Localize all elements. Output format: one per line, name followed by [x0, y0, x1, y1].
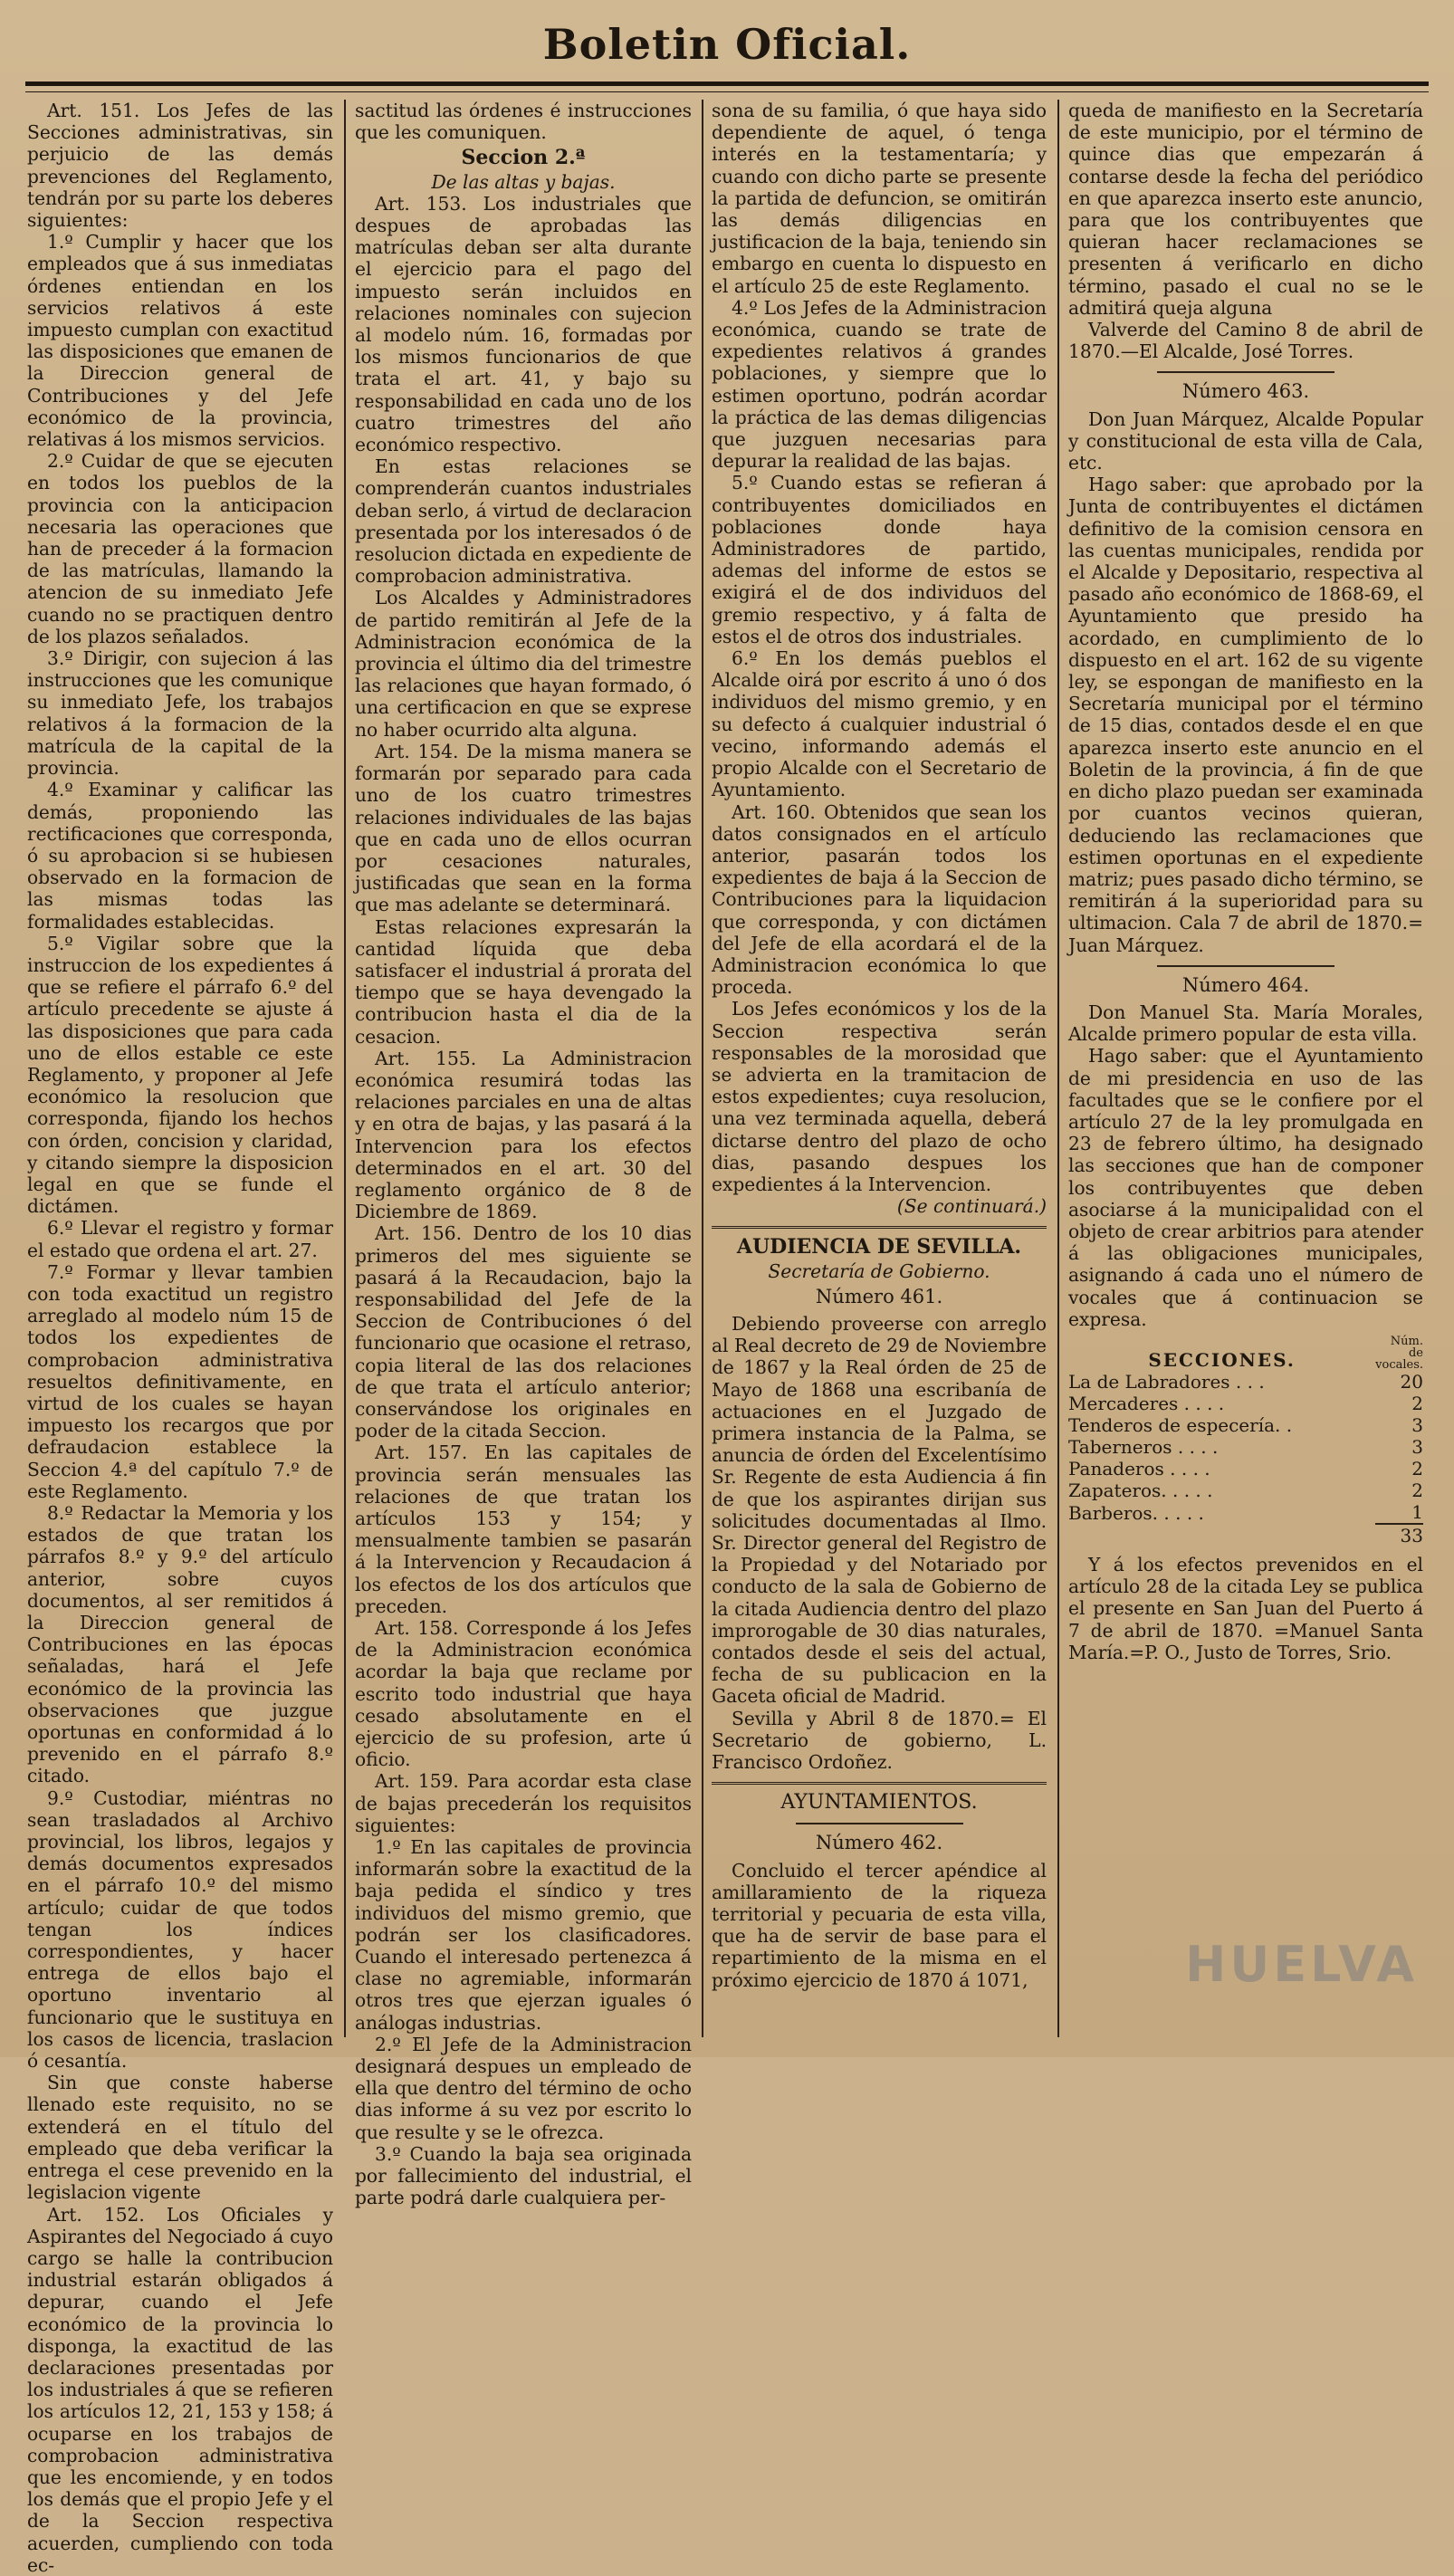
notice-number: Número 462.: [815, 1832, 943, 1854]
secciones-table: [1068, 1336, 1423, 1547]
table-cell-value: 3: [1411, 1413, 1423, 1436]
paragraph: 5.º Cuando estas se refieran á contribuyentes domiciliados en poblaciones donde haya Administradores de partido, ademas del informe de estos se exigirá el de dos individuos del gremio respectivo, y á falta de estos el de otros dos industriales.: [712, 472, 1047, 647]
paragraph: Art. 155. La Administracion económica resumirá todas las relaciones parciales en una de altas y en otra de bajas, y las pasará á la Intervencion para los efectos determinados en el art. 30 del reglamento orgánico de 8 de Diciembre de 1869.: [355, 1047, 692, 1223]
paragraph: 8.º Redactar la Memoria y los estados de que tratan los párrafos 8.º y 9.º del artículo anterior, sobre cuyos documentos, al ser remitidos á la Direccion general de Contribuciones en las épocas señaladas, hará el Jefe económico de la provincia las observaciones que juzgue oportunas en conformidad á lo prevenido en el párrafo 8.º citado.: [27, 1502, 333, 1787]
continuation-note: (Se continuará.): [896, 1195, 1047, 1218]
divider: [796, 1823, 963, 1824]
paragraph: 3.º Dirigir, con sujecion á las instrucciones que les comunique su inmediato Jefe, los trabajos relativos á la formacion de la matrícula de la capital de la provincia.: [27, 647, 333, 780]
table-row: [1068, 1480, 1423, 1501]
section-divider: [712, 1782, 1047, 1785]
table-cell-name: Taberneros . . . .: [1068, 1435, 1219, 1458]
table-total-row: [1068, 1524, 1423, 1547]
archive-watermark: HUELVA: [1185, 1936, 1418, 1993]
notice-heading: Don Juan Márquez, Alcalde Popular y constitucional de esta villa de Cala, etc.: [1068, 407, 1423, 474]
section-divider: [712, 1226, 1047, 1229]
paragraph: Estas relaciones expresarán la cantidad líquida que deba satisfacer el industrial á prorata del tiempo que se haya devengado la contribucion hasta el dia de la cesacion.: [355, 915, 692, 1048]
paragraph: 4.º Examinar y calificar las demás, proponiendo las rectificaciones que corresponda, ó su aprobacion si se hubiesen observado en la formacion de las mismas todas las formalidades establecidas.: [27, 779, 333, 933]
column-2: [355, 100, 692, 2209]
paragraph: Concluido el tercer apéndice al amillaramiento de la riqueza territorial y pecuaria de esta villa, que ha de servir de base para el repartimiento de la misma en el próximo ejercicio de 1870 á 1071,: [712, 1859, 1047, 1991]
notice-heading: Don Manuel Sta. María Morales, Alcalde primero popular de esta villa.: [1068, 1001, 1423, 1046]
paragraph: Art. 160. Obtenidos que sean los datos consignados en el artículo anterior, pasarán todos los expedientes de baja á la Seccion de Contribuciones para la liquidacion que corresponda, y con dictámen del Jefe de ella acordará el de la Administracion económica lo que proceda.: [712, 800, 1047, 999]
table-cell-value: 3: [1411, 1435, 1423, 1458]
table-cell-name: Zapateros. . . . .: [1068, 1479, 1213, 1501]
paragraph: Art. 159. Para acordar esta clase de bajas precederán los requisitos siguientes:: [355, 1770, 692, 1836]
paragraph: 4.º Los Jefes de la Administracion económica, cuando se trate de expedientes relativos á grandes poblaciones, y siempre que lo estimen oportuno, podrán acordar la práctica de las demas diligencias que juzguen necesarias para depurar la realidad de las bajas.: [712, 296, 1047, 473]
table-row: [1068, 1458, 1423, 1480]
paragraph: sona de su familia, ó que haya sido dependiente de aquel, ó tenga interés en la testamentaría; y cuando con dicho parte se presente la partida de defuncion, se omitirán las demás diligencias en justificacion de la baja, teniendo sin embargo en cuenta lo dispuesto en el artículo 25 de este Reglamento.: [712, 100, 1047, 297]
section-subtitle: De las altas y bajas.: [431, 170, 616, 193]
paragraph: Art. 153. Los industriales que despues de aprobadas las matrículas deban ser alta durante el ejercicio para el pago del impuesto serán incluidos en relaciones nominales con sujecion al modelo núm. 16, formadas por los mismos funcionarios de que trata el art. 41, y bajo su responsabilidad en cada uno de los cuatro trimestres del año económico respectivo.: [355, 192, 692, 456]
table-total: 33: [1375, 1524, 1423, 1547]
table-cell-name: Panaderos . . . .: [1068, 1457, 1210, 1480]
paragraph: 3.º Cuando la baja sea originada por fallecimiento del industrial, el parte podrá darle cualquiera per-: [355, 2142, 692, 2209]
table-cell-value: 20: [1400, 1370, 1423, 1393]
section-title: Seccion 2.ª: [461, 146, 586, 170]
paragraph: Y á los efectos prevenidos en el artículo 28 de la citada Ley se publica el presente en San Juan del Puerto á 7 de abril de 1870. =Manuel Santa María.=P. O., Justo de Torres, Srio.: [1068, 1553, 1423, 1663]
table-row: [1068, 1501, 1423, 1524]
paragraph: 7.º Formar y llevar tambien con toda exactitud un registro arreglado al modelo núm 15 de todos los expedientes de comprobacion administrativa resueltos definitivamente, en virtud de los cuales se hayan impuesto los recargos que por defraudacion establece la Seccion 4.ª del capítulo 7.º de este Reglamento.: [27, 1260, 333, 1502]
signature: Valverde del Camino 8 de abril de 1870.—El Alcalde, José Torres.: [1068, 319, 1423, 363]
table-cell-name: Tenderos de especería. .: [1068, 1413, 1293, 1436]
paragraph: 1.º Cumplir y hacer que los empleados que á sus inmediatas órdenes entiendan en los servicios relativos á este impuesto cumplan con exactitud las disposiciones que emanen de la Direccion general de Contribuciones y del Jefe económico de la provincia, relativas á los mismos servicios.: [27, 231, 333, 451]
table-row: [1068, 1371, 1423, 1393]
notice-number: Número 464.: [1181, 973, 1310, 996]
masthead: Boletin Oficial.: [542, 20, 912, 69]
table-cell-value: 2: [1411, 1392, 1423, 1414]
column-3: [712, 100, 1047, 2037]
table-cell-value: 2: [1411, 1479, 1423, 1501]
paragraph: 9.º Custodiar, miéntras no sean trasladados al Archivo provincial, los libros, legajos y demás documentos expresados en el párrafo 10.º del mismo artículo; cuidar de que todos tengan los índices correspondientes, y hacer entrega de ellos bajo el oportuno inventario al funcionario que le sustituya en los casos de licencia, traslacion ó cesantía.: [27, 1786, 333, 2073]
masthead-rule: [25, 81, 1429, 92]
paragraph: Art. 151. Los Jefes de las Secciones administrativas, sin perjuicio de las demás prevenciones del Reglamento, tendrán por su parte los deberes siguientes:: [27, 100, 333, 232]
table-header-row: [1068, 1336, 1423, 1371]
notice-number: Número 461.: [815, 1285, 943, 1307]
table-header-num: Núm. de vocales.: [1375, 1334, 1424, 1372]
paragraph: En estas relaciones se comprenderán cuantos industriales deban serlo, á virtud de declaracion presentada por los interesados ó de resolucion dictada en expediente de comprobacion administrativa.: [355, 455, 692, 588]
audiencia-subtitle: Secretaría de Gobierno.: [768, 1259, 990, 1282]
paragraph: Art. 156. Dentro de los 10 dias primeros del mes siguiente se pasará á la Recaudacion, bajo la responsabilidad del Jefe de la Seccion de Contribuciones ó del funcionario que ocasione el retraso, copia literal de las dos relaciones de que trata el artículo anterior; conservándose los originales en poder de la citada Seccion.: [355, 1222, 692, 1442]
paragraph: 1.º En las capitales de provincia informarán sobre la exactitud de la baja pedida el síndico y tres individuos del mismo gremio, que podrán ser los clasificadores. Cuando el interesado pertenezca á clase no agremiable, informarán otros tres que ejerzan iguales ó análogas industrias.: [355, 1836, 692, 2034]
table-row: [1068, 1414, 1423, 1436]
column-1: [27, 100, 333, 2576]
paragraph: Los Jefes económicos y los de la Seccion respectiva serán responsables de la morosidad que se advierta en la tramitacion de estos expedientes; cuya resolucion, una vez terminada aquella, deberá dictarse dentro del plazo de ocho dias, pasando despues los expedientes á la Intervencion.: [712, 998, 1047, 1195]
column-divider: [344, 100, 346, 2037]
table-cell-name: Mercaderes . . . .: [1068, 1392, 1225, 1414]
column-divider: [702, 100, 703, 2037]
divider: [1157, 371, 1334, 373]
signature: Sevilla y Abril 8 de 1870.= El Secretario de gobierno, L. Francisco Ordoñez.: [712, 1707, 1047, 1774]
audiencia-title: AUDIENCIA DE SEVILLA.: [736, 1235, 1022, 1259]
table-cell-value: 2: [1411, 1457, 1423, 1480]
table-cell-value: 1: [1411, 1500, 1423, 1523]
column-divider: [1057, 100, 1059, 2037]
paragraph: 2.º El Jefe de la Administracion designará despues un empleado de ella que dentro del término de ocho dias informe á su vez por escrito lo que resulte y se le ofrezca.: [355, 2033, 692, 2143]
table-cell-name: La de Labradores . . .: [1068, 1370, 1265, 1393]
paragraph: Hago saber: que el Ayuntamiento de mi presidencia en uso de las facultades que se le confiere por el artículo 27 de la ley promulgada en 23 de febrero último, ha designado las secciones que han de componer los contribuyentes que deben asociarse á la municipalidad con el objeto de crear arbitrios para atender á las obligaciones municipales, asignando á cada uno el número de vocales que á continuacion se expresa.: [1068, 1045, 1423, 1330]
paragraph: Art. 157. En las capitales de provincia serán mensuales las relaciones de que tratan los artículos 153 y 154; y mensualmente tambien se pasarán á la Intervencion y Recaudacion á los efectos de los dos artículos que preceden.: [355, 1441, 692, 1617]
divider: [1157, 965, 1334, 967]
paragraph: Art. 152. Los Oficiales y Aspirantes del Negociado á cuyo cargo se halle la contribucion industrial estarán obligados á depurar, cuando el Jefe económico de la provincia lo disponga, la exactitud de las declaraciones presentadas por los industriales á que se refieren los artículos 12, 21, 153 y 158; á ocuparse en los trabajos de comprobacion administrativa que les encomiende, y en todos los demás que el propio Jefe y el de la Seccion respectiva acuerden, cumpliendo con toda ec-: [27, 2203, 333, 2576]
table-total-spacer: [1068, 1524, 1375, 1547]
paragraph: queda de manifiesto en la Secretaría de este municipio, por el término de quince dias que empezarán á contarse desde la fecha del periódico en que aparezca inserto este anuncio, para que los contribuyentes que quieran hacer reclamaciones se presenten á verificarlo en dicho término, pasado el cual no se le admitirá queja alguna: [1068, 100, 1423, 319]
paragraph: 2.º Cuidar de que se ejecuten en todos los pueblos de la provincia con la anticipacion necesaria las operaciones que han de preceder á la formacion de las matrículas, llamando la atencion de su inmediato Jefe cuando no se practiquen dentro de los plazos señalados.: [27, 450, 333, 647]
notice-number: Número 463.: [1181, 380, 1310, 403]
column-4: [1068, 100, 1423, 2037]
paragraph: 6.º En los demás pueblos el Alcalde oirá por escrito á uno ó dos individuos del mismo gremio, y en su defecto á cualquier industrial ó vecino, informando además el propio Alcalde con el Secretario de Ayuntamiento.: [712, 647, 1047, 801]
table-cell-name: Barberos. . . . .: [1068, 1501, 1204, 1524]
paragraph: 5.º Vigilar sobre que la instruccion de los expedientes á que se refiere el párrafo 6.º del artículo precedente se ajuste á las disposiciones que para cada uno de ellos estable ce este Reglamento, y proponer al Jefe económico la resolucion que corresponda, fijando los hechos con órden, concision y claridad, y citando siempre la disposicion legal en que se funde el dictámen.: [27, 932, 333, 1218]
paragraph: Sin que conste haberse llenado este requisito, no se extenderá en el título del empleado que deba verificar la entrega el cese prevenido en la legislacion vigente: [27, 2072, 333, 2204]
table-row: [1068, 1393, 1423, 1414]
table-row: [1068, 1436, 1423, 1458]
paragraph: Art. 158. Corresponde á los Jefes de la Administracion económica acordar la baja que reclame por escrito todo industrial que haya cesado absolutamente en el ejercicio de su profesion, arte ú oficio.: [355, 1617, 692, 1771]
paragraph: Debiendo proveerse con arreglo al Real decreto de 29 de Noviembre de 1867 y la Real órden de 25 de Mayo de 1868 una escribanía de actuaciones en el Juzgado de primera instancia de la Palma, se anuncia de órden del Excelentísimo Sr. Regente de esta Audiencia á fin de que los aspirantes dirijan sus solicitudes documentadas al Ilmo. Sr. Director general del Registro de la Propiedad y del Notariado por conducto de la sala de Gobierno de la citada Audiencia dentro del plazo improrogable de 30 dias naturales, contados desde el seis del actual, fecha de su publicacion en la Gaceta oficial de Madrid.: [712, 1312, 1047, 1708]
paragraph: Art. 154. De la misma manera se formarán por separado para cada uno de los cuatro trimestres relaciones individuales de las bajas que en cada uno de ellos ocurran por cesaciones naturales, justificadas que sean en la forma que mas adelante se determinará.: [355, 740, 692, 916]
ayuntamientos-title: AYUNTAMIENTOS.: [780, 1791, 978, 1815]
paragraph: Los Alcaldes y Administradores de partido remitirán al Jefe de la Administracion económica de la provincia el último dia del trimestre las relaciones que hayan formado, ó una certificacion en que se exprese no haber ocurrido alta alguna.: [355, 587, 692, 741]
paragraph: sactitud las órdenes é instrucciones que les comuniquen.: [355, 100, 692, 144]
paragraph: 6.º Llevar el registro y formar el estado que ordena el art. 27.: [27, 1217, 333, 1261]
paragraph: Hago saber: que aprobado por la Junta de contribuyentes el dictámen definitivo de la comision censora en las cuentas municipales, rendida por el Alcalde y Depositario, respectiva al pasado año económico de 1868-69, el Ayuntamiento que presido ha acordado, en cumplimiento de lo dispuesto en el art. 162 de su vigente ley, se espongan de manifiesto en la Secretaría municipal por el término de 15 dias, contados desde el en que aparezca inserto este anuncio en el Boletin de la provincia, á fin de que en dicho plazo puedan ser examinada por cuantos vecinos quieran, deduciendo las reclamaciones que estimen oportunas en el expediente matriz; pues pasado dicho término, se remitirán á la superioridad para su ultimacion. Cala 7 de abril de 1870.= Juan Márquez.: [1068, 474, 1423, 956]
table-header-name: SECCIONES.: [1148, 1348, 1296, 1371]
